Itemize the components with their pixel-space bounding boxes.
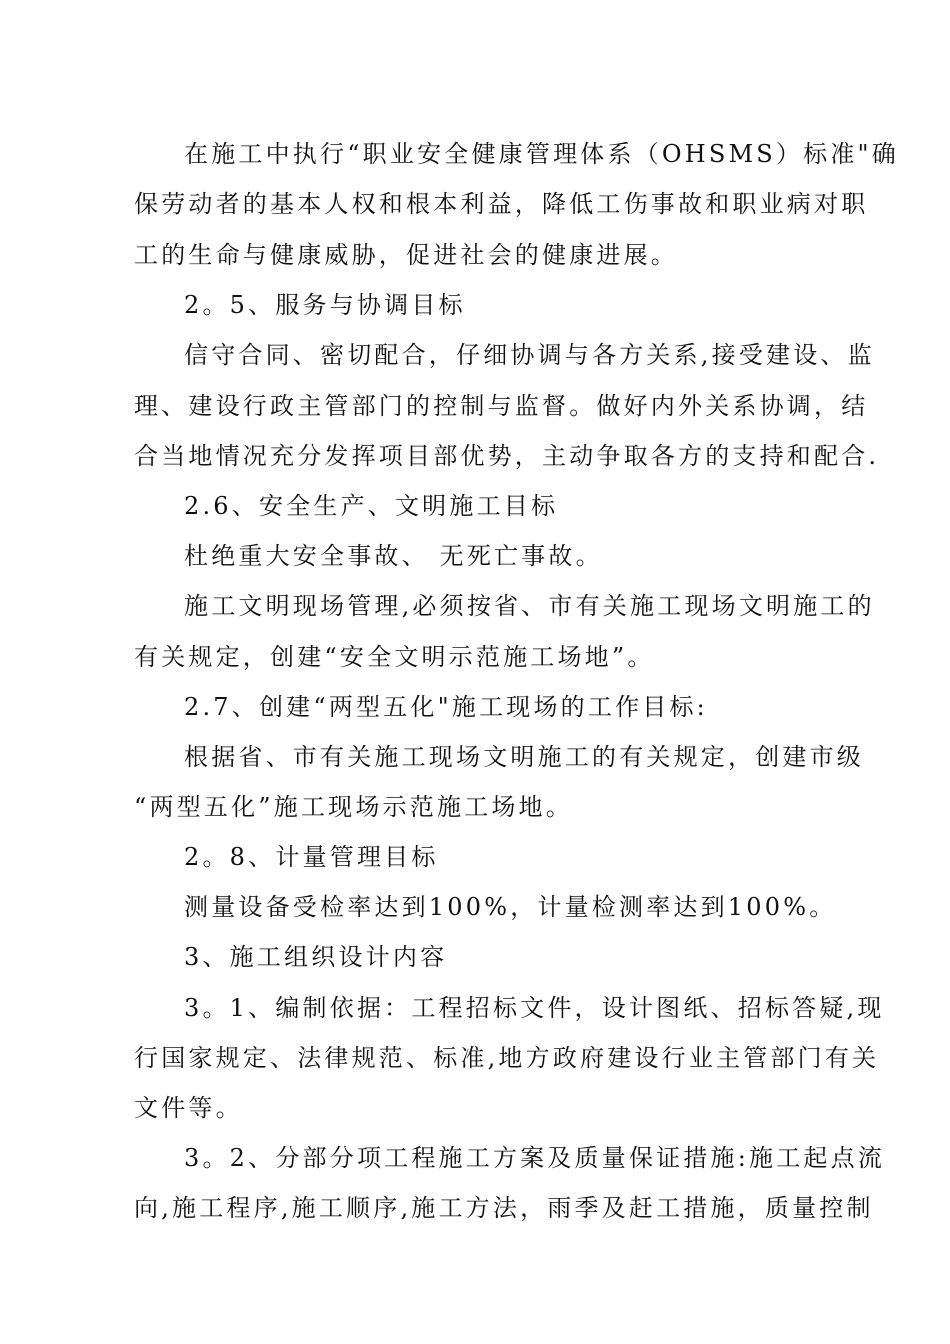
ohsms-paragraph-line-1: 在施工中执行“职业安全健康管理体系（OHSMS）标准"确 [184, 140, 899, 168]
heading-2-7: 2.7、创建“两型五化"施工现场的工作目标: [184, 693, 708, 721]
scheme-paragraph-line-1: 3。2、分部分项工程施工方案及质量保证措施:施工起点流 [184, 1144, 886, 1172]
heading-3: 3、施工组织设计内容 [184, 943, 448, 971]
coordination-paragraph-line-2: 理、建设行政主管部门的控制与监督。做好内外关系协调，结 [134, 392, 869, 420]
heading-2-5: 2。5、服务与协调目标 [184, 291, 466, 319]
coordination-paragraph-line-3: 合当地情况充分发挥项目部优势，主动争取各方的支持和配合. [134, 442, 880, 470]
measurement-paragraph: 测量设备受检率达到100%，计量检测率达到100%。 [184, 893, 837, 921]
basis-paragraph-line-3: 文件等。 [134, 1094, 243, 1122]
coordination-paragraph-line-1: 信守合同、密切配合，仔细协调与各方关系,接受建设、监 [184, 341, 875, 369]
ohsms-paragraph-line-2: 保劳动者的基本人权和根本利益，降低工伤事故和职业病对职 [134, 190, 869, 218]
scheme-paragraph-line-2: 向,施工程序,施工顺序,施工方法，雨季及赶工措施，质量控制 [134, 1194, 874, 1222]
civilized-paragraph-line-2: 有关规定，创建“安全文明示范施工场地”。 [134, 643, 655, 671]
heading-2-6: 2.6、安全生产、文明施工目标 [184, 492, 559, 520]
ohsms-paragraph-line-3: 工的生命与健康威胁，促进社会的健康进展。 [134, 241, 678, 269]
civilized-paragraph-line-1: 施工文明现场管理,必须按省、市有关施工现场文明施工的 [184, 592, 875, 620]
basis-paragraph-line-2: 行国家规定、法律规范、标准,地方政府建设行业主管部门有关 [134, 1044, 880, 1072]
safety-paragraph: 杜绝重大安全事故、 无死亡事故。 [184, 542, 603, 570]
model-site-paragraph-line-1: 根据省、市有关施工现场文明施工的有关规定，创建市级 [184, 743, 864, 771]
model-site-paragraph-line-2: “两型五化”施工现场示范施工场地。 [134, 793, 573, 821]
basis-paragraph-line-1: 3。1、编制依据：工程招标文件，设计图纸、招标答疑,现 [184, 994, 885, 1022]
heading-2-8: 2。8、计量管理目标 [184, 843, 439, 871]
